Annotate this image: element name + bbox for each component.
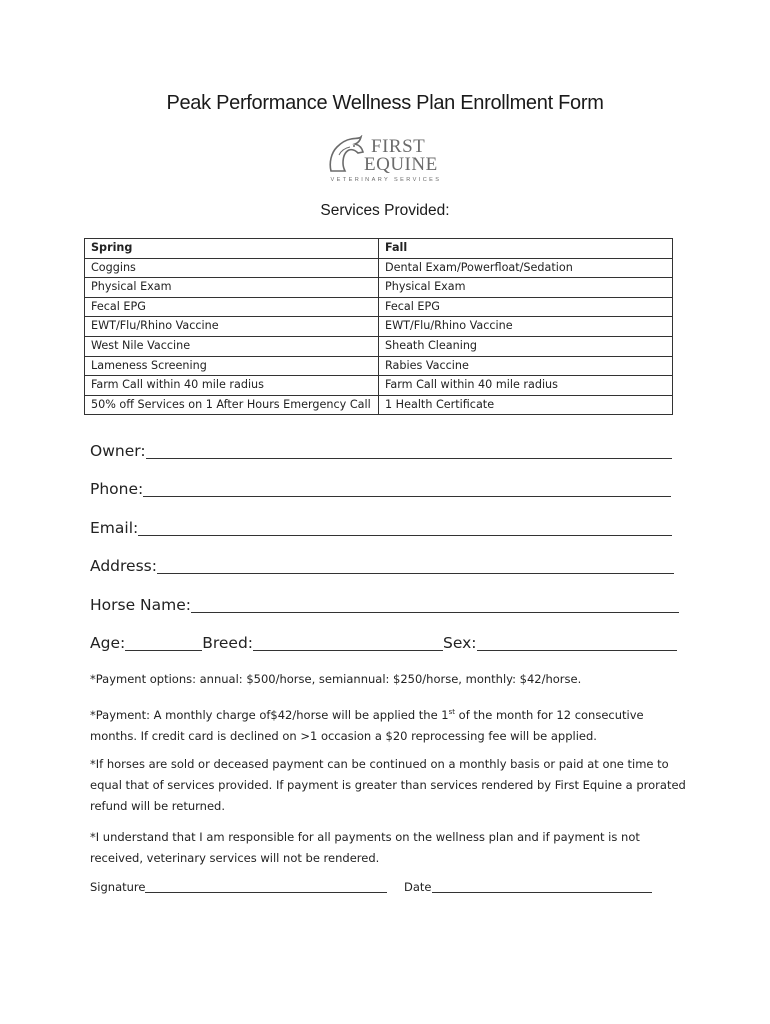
date-field	[404, 880, 652, 894]
column-header-fall: Fall	[385, 241, 408, 254]
horse-name-label: Horse Name:	[90, 596, 191, 614]
date-input-line[interactable]	[432, 880, 652, 893]
spring-cell: Coggins	[85, 258, 379, 278]
email-input-line[interactable]	[138, 521, 672, 536]
email-label: Email:	[90, 519, 139, 537]
table-row	[85, 356, 673, 376]
signature-field	[90, 880, 387, 894]
fall-cell: Rabies Vaccine	[385, 358, 469, 372]
spring-cell: West Nile Vaccine	[85, 336, 379, 356]
services-table	[84, 238, 673, 415]
ordinal-superscript: st	[448, 708, 456, 716]
payment-options-note: *Payment options: annual: $500/horse, semiannual: $250/horse, monthly: $42/horse.	[90, 672, 582, 686]
phone-field	[90, 480, 671, 498]
logo-text-first: FIRST	[371, 136, 426, 157]
table-row	[85, 336, 673, 356]
age-label: Age:	[90, 634, 126, 652]
fall-cell: Physical Exam	[385, 280, 466, 294]
horse-name-input-line[interactable]	[191, 598, 679, 613]
table-row	[85, 317, 673, 337]
responsibility-note: *I understand that I am responsible for all payments on the wellness plan and if payment is not received, veterinary services will not be rendered.	[90, 830, 640, 865]
spring-cell: 50% off Services on 1 After Hours Emergency Call	[85, 395, 379, 415]
table-row	[85, 376, 673, 396]
table-header-row	[85, 239, 673, 259]
age-breed-sex-row	[90, 634, 677, 652]
spring-cell: Physical Exam	[85, 278, 379, 298]
fall-cell: 1 Health Certificate	[385, 397, 495, 411]
fall-cell: Sheath Cleaning	[385, 338, 478, 352]
breed-label: Breed:	[202, 634, 254, 652]
fall-cell: Farm Call within 40 mile radius	[385, 378, 558, 392]
signature-input-line[interactable]	[145, 880, 387, 893]
age-input-line[interactable]	[125, 636, 202, 651]
sex-label: Sex:	[443, 634, 477, 652]
owner-input-line[interactable]	[146, 444, 672, 459]
monthly-payment-note	[90, 702, 690, 747]
monthly-payment-text-a: *Payment: A monthly charge of$42/horse will be applied the 1	[90, 707, 449, 722]
first-equine-logo	[325, 135, 447, 187]
services-heading: Services Provided:	[320, 202, 450, 219]
phone-label: Phone:	[90, 480, 144, 498]
table-row	[85, 395, 673, 415]
phone-input-line[interactable]	[143, 482, 671, 497]
horse-head-icon	[325, 135, 369, 175]
email-field	[90, 519, 672, 537]
logo-text-equine: EQUINE	[364, 154, 438, 175]
horse-name-field	[90, 596, 679, 614]
fall-cell: EWT/Flu/Rhino Vaccine	[385, 319, 513, 333]
spring-cell: Lameness Screening	[85, 356, 379, 376]
owner-label: Owner:	[90, 442, 146, 460]
page-title: Peak Performance Wellness Plan Enrollment Form	[166, 92, 604, 114]
spring-cell: Farm Call within 40 mile radius	[85, 376, 379, 396]
spring-cell: Fecal EPG	[85, 297, 379, 317]
address-input-line[interactable]	[157, 559, 674, 574]
table-row	[85, 278, 673, 298]
breed-input-line[interactable]	[253, 636, 443, 651]
date-label: Date	[404, 880, 432, 894]
owner-field	[90, 442, 672, 460]
spring-cell: EWT/Flu/Rhino Vaccine	[85, 317, 379, 337]
fall-cell: Dental Exam/Powerfloat/Sedation	[385, 260, 573, 274]
signature-label: Signature	[90, 880, 146, 894]
address-label: Address:	[90, 557, 157, 575]
table-row	[85, 258, 673, 278]
address-field	[90, 557, 674, 575]
sex-input-line[interactable]	[477, 636, 677, 651]
logo-tagline: VETERINARY SERVICES	[330, 177, 442, 183]
table-row	[85, 297, 673, 317]
monthly-payment-text-b: of the month for 12 consecutive months. If credit card is declined on >1 occasion a $20 reprocessing fee will be applied.	[90, 707, 644, 743]
column-header-spring: Spring	[85, 239, 379, 259]
sold-deceased-note: *If horses are sold or deceased payment can be continued on a monthly basis or paid at one time to equal that of services provided. If payment is greater than services rendered by First Equine a prorated refund will be returned.	[90, 757, 686, 813]
fall-cell: Fecal EPG	[385, 299, 440, 313]
